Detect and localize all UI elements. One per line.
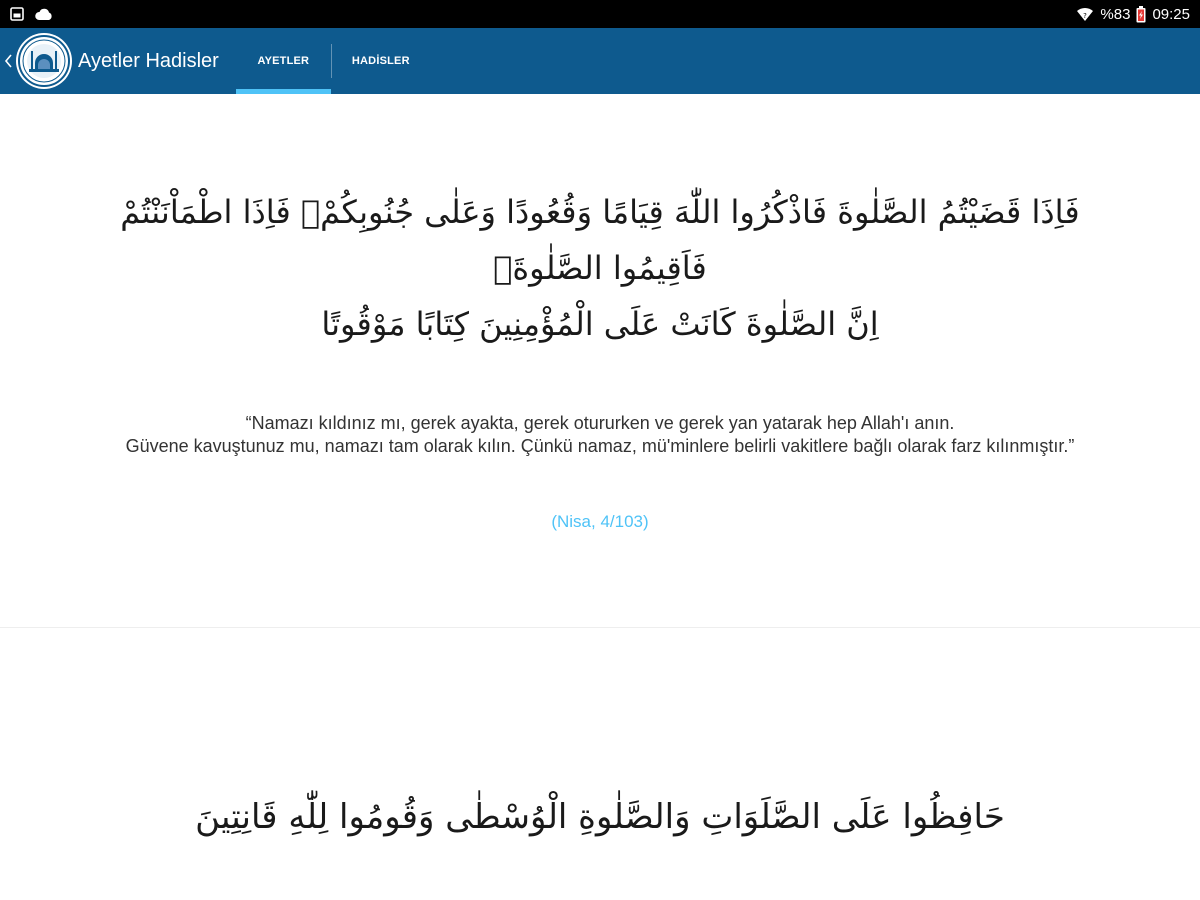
arabic-line: حَافِظُوا عَلَى الصَّلَوَاتِ وَالصَّلٰوةِ الْوُسْطٰى وَقُومُوا لِلّٰهِ قَانِتِينَ: [195, 797, 1005, 837]
verse-card: [0, 94, 1200, 628]
arabic-verse: [100, 789, 1100, 845]
translation-line: Güvene kavuştunuz mu, namazı tam olarak kılın. Çünkü namaz, mü'minlere belirli vakitlere bağlı olarak farz kılınmıştır.”: [125, 436, 1075, 456]
arabic-line: فَاِذَا قَضَيْتُمُ الصَّلٰوةَ فَاذْكُرُوا اللّٰهَ قِيَامًا وَقُعُودًا وَعَلٰى جُنُوبِكُمْۚ فَاِذَا اطْمَاْنَنْتُمْ فَاَقِيمُوا الصَّلٰوةَۚ: [120, 193, 1080, 287]
tab-bar: [236, 28, 430, 94]
battery-icon: [1136, 6, 1146, 23]
tab-ayetler[interactable]: AYETLER: [236, 28, 331, 94]
cloud-icon: [34, 8, 54, 21]
verse-reference-link[interactable]: (Nisa, 4/103): [551, 512, 649, 531]
tab-hadisler[interactable]: HADİSLER: [351, 55, 410, 67]
up-navigation-button[interactable]: [0, 28, 219, 94]
verse-list[interactable]: [0, 94, 1200, 900]
arabic-verse: [100, 184, 1100, 352]
status-left: [10, 7, 54, 21]
translation-line: “Namazı kıldınız mı, gerek ayakta, gerek otururken ve gerek yan yatarak hep Allah'ı anın.: [245, 413, 955, 433]
status-bar: [0, 0, 1200, 28]
app-bar: [0, 28, 1200, 94]
status-right: [1076, 6, 1190, 23]
svg-text:?: ?: [1083, 12, 1088, 20]
chevron-left-icon: [4, 54, 14, 68]
arabic-line: اِنَّ الصَّلٰوةَ كَانَتْ عَلَى الْمُؤْمِنِينَ كِتَابًا مَوْقُوتًا: [321, 305, 879, 343]
app-logo: [16, 33, 72, 89]
app-title: Ayetler Hadisler: [78, 49, 219, 72]
battery-percent: %83: [1100, 5, 1131, 23]
wifi-icon: [1076, 6, 1094, 22]
clock: 09:25: [1152, 5, 1190, 23]
verse-card: [0, 629, 1200, 900]
gallery-icon: [10, 7, 24, 21]
verse-translation: [60, 412, 1140, 458]
